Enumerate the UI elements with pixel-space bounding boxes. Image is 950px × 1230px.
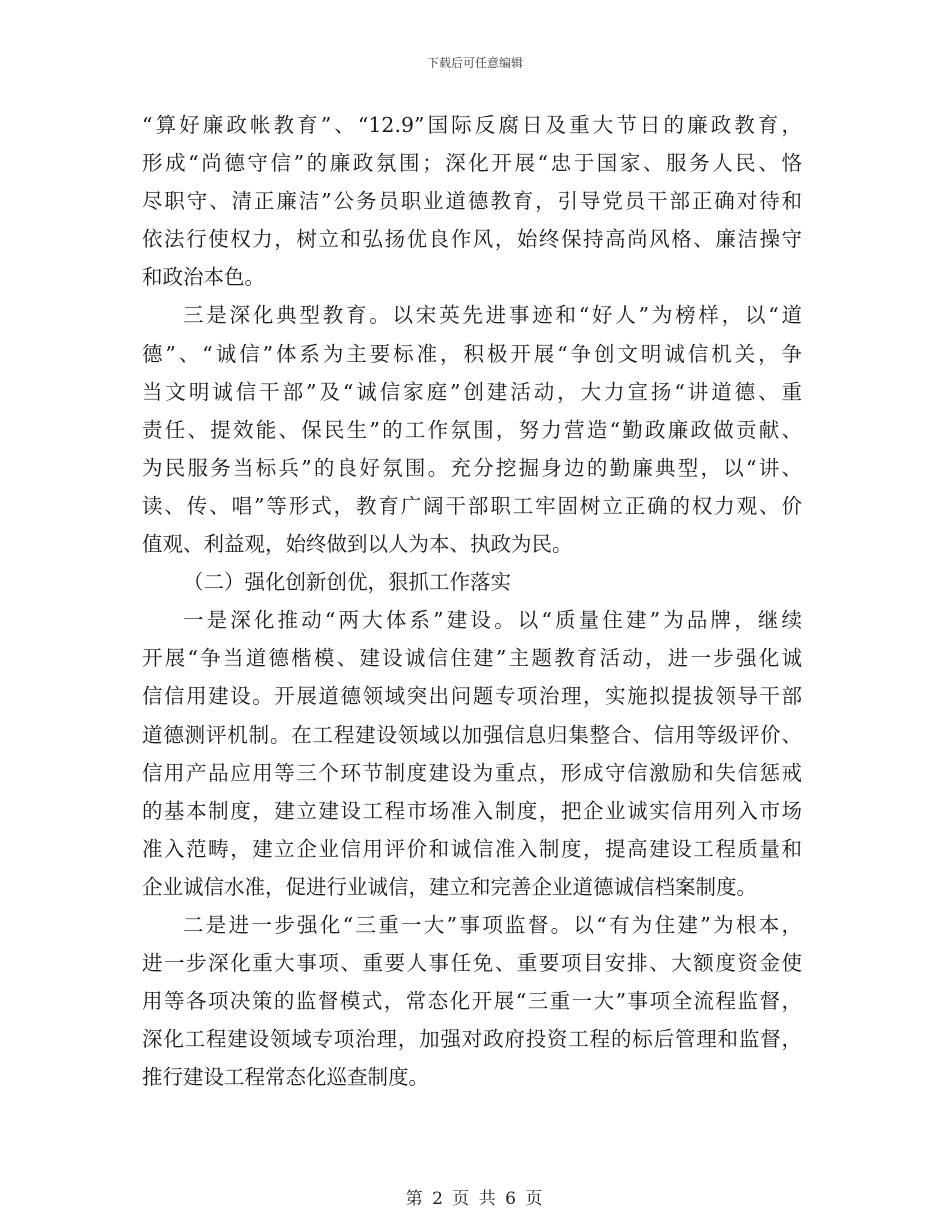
text-line: 当文明诚信干部”及“诚信家庭”创建活动，大力宣扬“讲道德、重	[142, 379, 802, 404]
text-line: “算好廉政帐教育”、“12.9”国际反腐日及重大节日的廉政教育，	[142, 113, 802, 137]
text-line: 依法行使权力，树立和弘扬优良作风，始终保持高尚风格、廉洁操守	[142, 227, 802, 252]
text-line: 一是深化推动“两大体系”建设。以“质量住建”为品牌，继续	[183, 608, 802, 633]
text-line: 德”、“诚信”体系为主要标准，积极开展“争创文明诚信机关，争	[142, 341, 802, 366]
text-line: 准入范畴，建立企业信用评价和诚信准入制度，提高建设工程质量和	[142, 836, 802, 861]
text-line: 责任、提效能、保民生”的工作氛围，努力营造“勤政廉政做贡献、	[142, 417, 802, 442]
text-line: 用等各项决策的监督模式，常态化开展“三重一大”事项全流程监督，	[142, 989, 802, 1014]
text-line: 形成“尚德守信”的廉政氛围；深化开展“忠于国家、服务人民、恪	[142, 151, 802, 176]
section-heading: （二）强化创新创优，狠抓工作落实	[183, 570, 511, 595]
text-line: 的基本制度，建立建设工程市场准入制度，把企业诚实信用列入市场	[142, 798, 802, 823]
text-line: 推行建设工程常态化巡查制度。	[142, 1065, 429, 1090]
text-line: 深化工程建设领域专项治理，加强对政府投资工程的标后管理和监督，	[142, 1027, 802, 1052]
text-line: 信信用建设。开展道德领域突出问题专项治理，实施拟提拔领导干部	[142, 684, 802, 709]
text-line: 三是深化典型教育。以宋英先进事迹和“好人”为榜样，以“道	[183, 303, 802, 328]
text-line: 信用产品应用等三个环节制度建设为重点，形成守信激励和失信惩戒	[142, 760, 802, 785]
text-line: 二是进一步强化“三重一大”事项监督。以“有为住建”为根本，	[183, 912, 802, 937]
text-line: 和政治本色。	[142, 265, 265, 290]
text-line: 尽职守、清正廉洁”公务员职业道德教育，引导党员干部正确对待和	[142, 189, 802, 214]
text-line: 道德测评机制。在工程建设领域以加强信息归集整合、信用等级评价、	[142, 722, 802, 747]
page-footer: 第 2 页 共 6 页	[405, 1189, 545, 1209]
text-line: 进一步深化重大事项、重要人事任免、重要项目安排、大额度资金使	[142, 951, 802, 976]
text-line: 值观、利益观，始终做到以人为本、执政为民。	[142, 532, 573, 557]
text-line: 读、传、唱”等形式，教育广阔干部职工牢固树立正确的权力观、价	[142, 493, 802, 518]
text-line: 开展“争当道德楷模、建设诚信住建”主题教育活动，进一步强化诚	[142, 646, 802, 671]
page-header: 下载后可任意编辑	[426, 56, 523, 70]
text-line: 为民服务当标兵”的良好氛围。充分挖掘身边的勤廉典型，以“讲、	[142, 455, 802, 480]
text-line: 企业诚信水准，促进行业诚信，建立和完善企业道德诚信档案制度。	[142, 874, 757, 899]
document-body	[142, 106, 802, 1096]
